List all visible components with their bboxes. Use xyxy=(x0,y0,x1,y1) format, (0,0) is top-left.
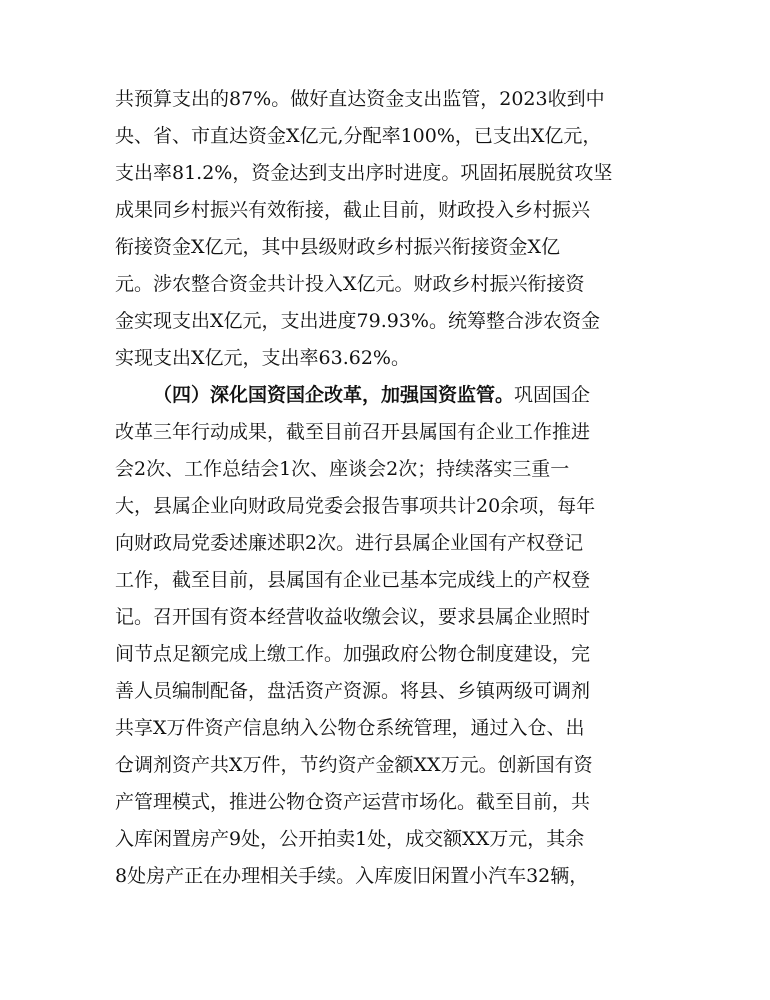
text-line: 8处房产正在办理相关手续。入库废旧闲置小汽车32辆， xyxy=(115,865,589,887)
section-heading: （四）深化国资国企改革，加强国资监管。 xyxy=(153,384,515,406)
text-line: 共预算支出的87%。做好直达资金支出监管，2023收到中 xyxy=(115,88,605,110)
text-line: 金实现支出X亿元，支出进度79.93%。统筹整合涉农资金 xyxy=(115,310,600,332)
text-line: 向财政局党委述廉述职2次。进行县属企业国有产权登记 xyxy=(115,532,584,554)
text-line: 记。召开国有资本经营收益收缴会议，要求县属企业照时 xyxy=(115,606,591,628)
text-line: 改革三年行动成果，截至目前召开县属国有企业工作推进 xyxy=(115,421,591,443)
text-span: 巩固国企 xyxy=(514,384,591,406)
text-line: 间节点足额完成上缴工作。加强政府公物仓制度建设，完 xyxy=(115,643,591,665)
text-line: 会2次、工作总结会1次、座谈会2次；持续落实三重一 xyxy=(115,458,570,480)
text-line: 央、省、市直达资金X亿元,分配率100%，已支出X亿元， xyxy=(115,125,602,147)
text-line: 支出率81.2%，资金达到支出序时进度。巩固拓展脱贫攻坚 xyxy=(115,162,613,184)
text-line: 元。涉农整合资金共计投入X亿元。财政乡村振兴衔接资 xyxy=(115,273,585,295)
text-line: 共享X万件资产信息纳入公物仓系统管理，通过入仓、出 xyxy=(115,717,585,739)
text-line: 产管理模式，推进公物仓资产运营市场化。截至目前，共 xyxy=(115,791,591,813)
text-line: 工作，截至目前，县属国有企业已基本完成线上的产权登 xyxy=(115,569,591,591)
text-line: 衔接资金X亿元，其中县级财政乡村振兴衔接资金X亿 xyxy=(115,236,561,258)
text-line: 仓调剂资产共X万件，节约资产金额XX万元。创新国有资 xyxy=(115,754,593,776)
text-line: 大，县属企业向财政局党委会报告事项共计20余项，每年 xyxy=(115,495,596,517)
text-line: 善人员编制配备，盘活资产资源。将县、乡镇两级可调剂 xyxy=(115,680,591,702)
text-line: 成果同乡村振兴有效衔接，截止目前，财政投入乡村振兴 xyxy=(115,199,591,221)
text-line: 实现支出X亿元，支出率63.62%。 xyxy=(115,347,410,369)
text-line: 入库闲置房产9处，公开拍卖1处，成交额XX万元，其余 xyxy=(115,828,585,850)
section-line xyxy=(153,378,675,412)
